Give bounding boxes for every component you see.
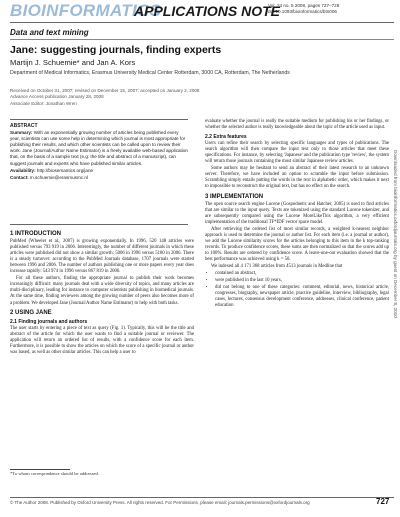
impl-paragraph-1: The open source search engine Lucene (Gospodnetic and Hatcher, 2005) is used to find articles that are similar to the input query. Texts are tokenized using the standard Lucene tokenizer, and are subsequently compared using the Lucene MoreLikeThis algorithm, a very efficient implementation of the traditional TF*IDF vector space model. bbox=[205, 201, 389, 225]
list-item: • did not belong to one of these categories: comment, editorial, news, historical article, congresses, biography, newspaper article, practice guideline, interview, bibliography, legal cases, lectures, consensus development conference, addresses, clinical conference, patient education bbox=[215, 285, 389, 309]
impl-paragraph-3: We indexed all 4 171 368 articles from 4513 journals in Medline that bbox=[211, 264, 343, 270]
copyright-notice: © The Author 2008. Published by Oxford University Press. All rights reserved. For Permissions, please email: journals.permissions@oxfordjournals.org bbox=[10, 500, 310, 505]
intro-paragraph-2: For all these authors, finding the appropriate journal to publish their work becomes increasingly difficult: many journals deal with a wide diversity of topics, and many articles are multi-disciplinary, leading for instance to computer scientists publishing in biomedical journals. At the same time, finding reviewers among the growing number of peers also becomes more of a problem. We developed Jane (Journal/Author Name Estimator) to help with both tasks. bbox=[10, 276, 194, 306]
extra-features-subheading: 2.2 Extra features bbox=[205, 134, 247, 141]
section-rule bbox=[10, 39, 394, 40]
abstract bbox=[10, 119, 188, 225]
availability-link[interactable]: http://biosemantics.org/jane bbox=[36, 167, 94, 173]
abstract-contact bbox=[10, 175, 188, 181]
journal-meta bbox=[268, 3, 394, 15]
extra-paragraph-1: Users can refine their search by selecting specific languages and types of publications. The search algorithm will then compare the input text only to those articles that meet these specifications. For instance, by selecting 'Japanese' and the publication type 'review', the system will return those journals containing the most similar Japanese review articles. bbox=[205, 141, 389, 165]
publication-dates bbox=[10, 88, 340, 107]
summary-text: With an exponentially growing number of articles being published every year, scientists can use some help in determining which journal is most appropriate for publishing their results, and which other scientists can be called upon to review their work. Jane (Journal/Author Name Estimator) is a freely available web-based application that, on the basis of a sample text (e.g. the title and abstract of a manuscript), can suggest journals and experts who have published similar articles. bbox=[10, 130, 188, 166]
right-column bbox=[205, 119, 389, 310]
journal-name: BIOINFORMATICS bbox=[10, 1, 162, 20]
associate-editor: Associate Editor: Jonathan Wren bbox=[10, 100, 77, 106]
using-paragraph-1: The user starts by entering a piece of text as query (Fig. 1). Typically, this will be the title and abstract of the article for which the user wants to find a suitable journal or reviewer. The application will return an ordered list of results, with a confidence score for each item. Furthermore, it is possible to show the articles on which the score of a specific journal or author was based, as well as other similar articles. This can help a user to bbox=[10, 325, 194, 355]
page-number: 727 bbox=[376, 497, 390, 506]
list-item: • were published in the last 10 years, bbox=[215, 278, 389, 284]
header-rule bbox=[10, 22, 394, 23]
section-tag: Data and text mining bbox=[10, 28, 89, 37]
using-jane-heading: 2 USING JANE bbox=[10, 309, 52, 316]
correspondence-footnote: *To whom correspondence should be addressed. bbox=[10, 471, 99, 476]
abstract-availability bbox=[10, 168, 188, 174]
article-type: APPLICATIONS NOTE bbox=[134, 3, 280, 19]
received-dates: Received on October 31, 2007; revised on December 15, 2007; accepted on January 2, 2008 bbox=[10, 88, 200, 93]
volume-line: Vol. 24 no. 5 2008, pages 727–728 bbox=[268, 3, 340, 8]
availability-label: Availability: bbox=[10, 167, 36, 173]
continued-paragraph: evaluate whether the journal is really the suitable medium for publishing his or her findings, or whether the selected author is really knowledgeable about the topic of the article used as input. bbox=[205, 119, 389, 131]
left-column bbox=[10, 228, 194, 357]
list-item: • contained an abstract, bbox=[215, 271, 389, 277]
doi-line[interactable]: doi:10.1093/bioinformatics/btn006 bbox=[268, 9, 337, 14]
article-title: Jane: suggesting journals, finding experts bbox=[10, 44, 222, 56]
implementation-heading: 3 IMPLEMENTATION bbox=[205, 193, 264, 200]
impl-paragraph-2: After retrieving the ordered list of most similar records, a weighted k-nearest neighbor approach is used to determine the journal or author list. For each item (i.e. a journal or author), we add the Lucene similarity scores for the articles belonging to this item in the k top-ranking records. To produce confidence scores, these sums are then normalized so that the scores add up to 100%. Results are ordered by confidence score. A leave-one-out evaluation showed that the best performance was achieved using k = 50. bbox=[205, 226, 389, 262]
authors: Martijn J. Schuemie* and Jan A. Kors bbox=[10, 58, 136, 67]
abstract-heading: ABSTRACT bbox=[10, 123, 38, 129]
contact-label: Contact: bbox=[10, 174, 29, 180]
footer-rule bbox=[10, 497, 394, 498]
download-watermark: Downloaded from bioinformatics.oxfordjournals.org by guest on December 8, 2010 bbox=[393, 150, 398, 318]
affiliation: Department of Medical Informatics, Erasmus University Medical Center Rotterdam, 3000 CA, Rotterdam, The Netherlands bbox=[10, 70, 290, 76]
footnote-rule bbox=[10, 469, 70, 470]
intro-heading: 1 INTRODUCTION bbox=[10, 231, 61, 237]
abstract-summary bbox=[10, 130, 188, 167]
contact-email[interactable]: m.schuemie@erasmusmc.nl bbox=[29, 174, 88, 180]
finding-journals-subheading: 2.1 Finding journals and authors bbox=[10, 318, 88, 325]
criteria-list bbox=[205, 271, 389, 309]
extra-paragraph-2: Some authors may be hesitant to send an abstract of their latest research to an unknown server. Therefore, we have included an option to scramble the input before submission. Scrambling simply entails putting the words in the text in alphabetic order, which makes it next to impossible to reconstruct the original text, but has no effect on the search. bbox=[205, 166, 389, 190]
summary-label: Summary: bbox=[10, 130, 33, 136]
advance-access: Advance Access publication January 28, 2008 bbox=[10, 94, 104, 100]
intro-paragraph-1: PubMed (Wheeler et al., 2007) is growing exponentially. In 1996, 520 148 articles were published versus 793 919 in 2006. Interestingly, the number of different journals in which these articles were published did not show a similar growth: 5006 in 1996 versus 5180 in 2006. There is a steady turnover: according to the PubMed Journals database, 1707 journals were started between 1996 and 2006. The number of authors publishing one or more papers every year does increase rapidly: 543 974 in 1996 versus 867 819 in 2006. bbox=[10, 239, 194, 275]
